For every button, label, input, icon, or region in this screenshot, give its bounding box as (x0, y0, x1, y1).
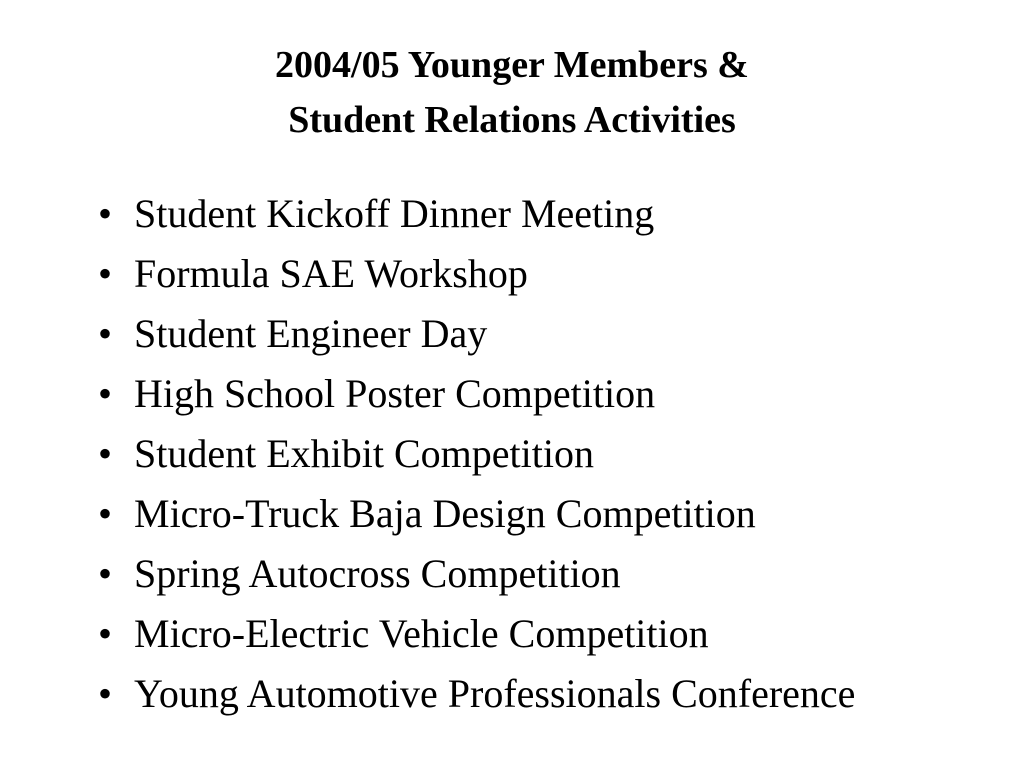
bullet-icon: • (98, 431, 113, 476)
bullet-icon: • (98, 671, 113, 716)
bullet-text: Student Engineer Day (134, 311, 488, 356)
bullet-icon: • (98, 491, 113, 536)
title-line-1: 2004/05 Younger Members & (275, 44, 749, 86)
bullet-icon: • (98, 251, 113, 296)
slide-title (0, 38, 1024, 148)
bullet-icon: • (98, 311, 113, 356)
bullet-icon: • (98, 611, 113, 656)
bullet-icon: • (98, 551, 113, 596)
bullet-text: Micro-Electric Vehicle Competition (134, 611, 709, 656)
bullet-text: High School Poster Competition (134, 371, 656, 416)
bullet-icon: • (98, 371, 113, 416)
bullet-icon: • (98, 191, 113, 236)
title-line-2: Student Relations Activities (288, 99, 736, 141)
bullet-text: Young Automotive Professionals Conference (134, 671, 856, 716)
bullet-text: Student Kickoff Dinner Meeting (134, 191, 655, 236)
bullet-text: Student Exhibit Competition (134, 431, 594, 476)
bullet-text: Spring Autocross Competition (134, 551, 621, 596)
bullet-text: Formula SAE Workshop (134, 251, 528, 296)
bullet-text: Micro-Truck Baja Design Competition (134, 491, 756, 536)
